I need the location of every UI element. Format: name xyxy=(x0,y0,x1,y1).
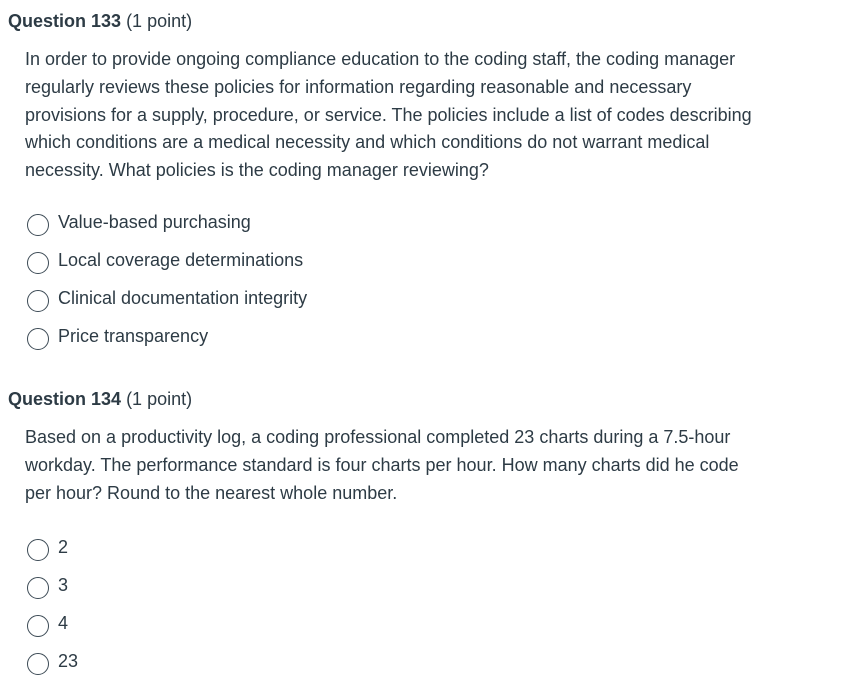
radio-button[interactable] xyxy=(27,577,49,599)
option-label: Value-based purchasing xyxy=(58,212,251,232)
option-clinical-documentation-integrity[interactable] xyxy=(27,284,307,312)
option-label: Clinical documentation integrity xyxy=(58,288,308,308)
option-23[interactable] xyxy=(27,647,78,675)
option-label: 3 xyxy=(58,575,69,595)
option-2[interactable] xyxy=(27,533,68,561)
radio-button[interactable] xyxy=(27,214,49,236)
option-label: 4 xyxy=(58,613,69,633)
question-points: (1 point) xyxy=(126,389,193,409)
radio-button[interactable] xyxy=(27,252,49,274)
option-label: 23 xyxy=(58,651,79,671)
question-title: Question 133 xyxy=(8,11,122,31)
option-label: Price transparency xyxy=(58,326,209,346)
question-text: Based on a productivity log, a coding professional completed 23 charts during a 7.5-hour workday. The performance standard is four charts per hour. How many charts did he code per hour? Round to the nearest whole number. xyxy=(25,427,739,503)
option-local-coverage-determinations[interactable] xyxy=(27,246,303,274)
radio-button[interactable] xyxy=(27,653,49,675)
option-label: Local coverage determinations xyxy=(58,250,304,270)
option-4[interactable] xyxy=(27,609,68,637)
question-header xyxy=(8,10,192,32)
radio-button[interactable] xyxy=(27,539,49,561)
question-points: (1 point) xyxy=(126,11,193,31)
radio-button[interactable] xyxy=(27,615,49,637)
question-text: In order to provide ongoing compliance education to the coding staff, the coding manager regularly reviews these policies for information regarding reasonable and necessary provisions for a supply, procedure, or service. The policies include a list of codes describing which conditions are a medical necessity and which conditions do not warrant medical necessity. What policies is the coding manager reviewing? xyxy=(25,49,752,181)
radio-button[interactable] xyxy=(27,328,49,350)
option-value-based-purchasing[interactable] xyxy=(27,208,251,236)
option-label: 2 xyxy=(58,537,69,557)
option-price-transparency[interactable] xyxy=(27,322,208,350)
question-header xyxy=(8,388,192,410)
option-3[interactable] xyxy=(27,571,68,599)
question-title: Question 134 xyxy=(8,389,122,409)
radio-button[interactable] xyxy=(27,290,49,312)
